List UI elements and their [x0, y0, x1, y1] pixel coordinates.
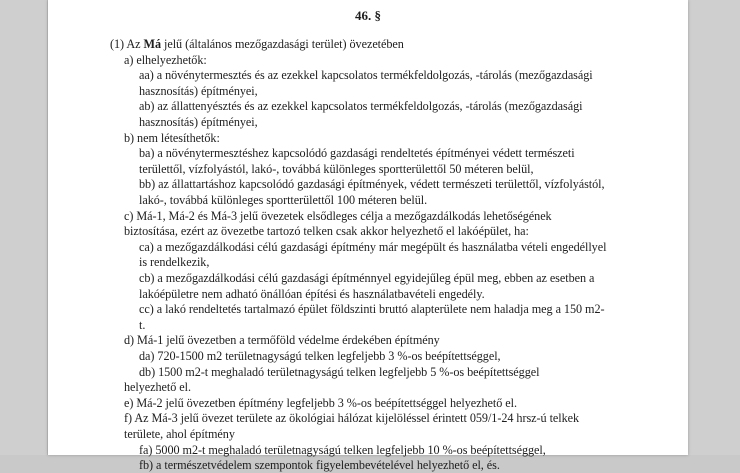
text-line: is rendelkezik,: [139, 255, 210, 270]
text-line: hasznosítás) építményei,: [139, 115, 258, 129]
section-heading: 46. §: [355, 8, 381, 23]
text-line: ca) a mezőgazdálkodási célú gazdasági építmény már megépült és használatba vételi engedéllyel: [139, 239, 607, 254]
text-segment: (1) Az: [110, 37, 144, 51]
text-line: területtől, vízfolyástól, lakó-, továbbá különleges sportterülettől 50 méteren belül,: [139, 161, 534, 176]
text-line: helyezhető el.: [124, 380, 191, 395]
text-line: cc) a lakó rendeltetés tartalmazó épület földszinti bruttó alapterülete nem haladja meg a 150 m2-: [139, 302, 605, 317]
text-line: b) nem létesíthetők:: [124, 130, 220, 145]
left-margin: [0, 0, 48, 455]
text-line: aa) a növénytermesztés és az ezekkel kapcsolatos termékfeldolgozás, -tárolás (mezőgazdasági: [139, 68, 593, 83]
text-line: db) 1500 m2-t meghaladó területnagyságú telken legfeljebb 5 %-os beépítettséggel: [139, 364, 540, 379]
text-line: hasznosítás) építményei,: [139, 83, 258, 98]
text-line: ba) a növénytermesztéshez kapcsolódó gazdasági rendeltetés építményei védett természeti: [139, 146, 575, 161]
text-line: da) 720-1500 m2 területnagyságú telken legfeljebb 3 %-os beépítettséggel,: [139, 349, 501, 363]
text-line: [110, 37, 404, 52]
text-line: d) Má-1 jelű övezetben a termőföld védelme érdekében építmény: [124, 333, 440, 348]
text-line: f) Az Má-3 jelű övezet területe az ökológiai hálózat kijelöléssel érintett 059/1-24 hrsz-ú telkek: [124, 411, 580, 426]
text-line: biztosítása, ezért az övezetbe tartozó telken csak akkor helyezhető el lakóépület, ha:: [124, 224, 529, 239]
text-line: c) Má-1, Má-2 és Má-3 jelű övezetek elsődleges célja a mezőgazdálkodás lehetőségének: [124, 208, 552, 223]
text-line: fb) a természetvédelem szempontok figyelembevételével helyezhető el, és.: [139, 458, 500, 473]
text-line: t.: [139, 317, 146, 332]
text-line: lakó-, továbbá különleges sportterülettől 100 méteren belül.: [139, 193, 428, 207]
right-margin: [687, 0, 740, 455]
text-segment: jelű (általános mezőgazdasági terület) övezetében: [161, 37, 404, 51]
text-line: fa) 5000 m2-t meghaladó területnagyságú telken legfeljebb 10 %-os beépítettséggel,: [139, 442, 546, 457]
text-line: lakóépületre nem adható önállóan építési és használatbavételi engedély.: [139, 286, 485, 301]
text-line: a) elhelyezhetők:: [124, 52, 207, 67]
text-line: cb) a mezőgazdálkodási célú gazdasági építménnyel egyidejűleg épül meg, ebben az esetben a: [139, 271, 595, 285]
text-line: bb) az állattartáshoz kapcsolódó gazdasági építmények, védett természeti területtől, vízfolyástól,: [139, 177, 605, 192]
zone-code: Má: [143, 37, 161, 51]
document-page: [48, 0, 688, 473]
text-line: területe, ahol építmény: [124, 427, 235, 441]
text-line: ab) az állattenyésztés és az ezekkel kapcsolatos termékfeldolgozás, -tárolás (mezőgazdasági: [139, 99, 583, 114]
text-line: e) Má-2 jelű övezetben építmény legfeljebb 3 %-os beépítettséggel helyezhető el.: [124, 395, 517, 410]
